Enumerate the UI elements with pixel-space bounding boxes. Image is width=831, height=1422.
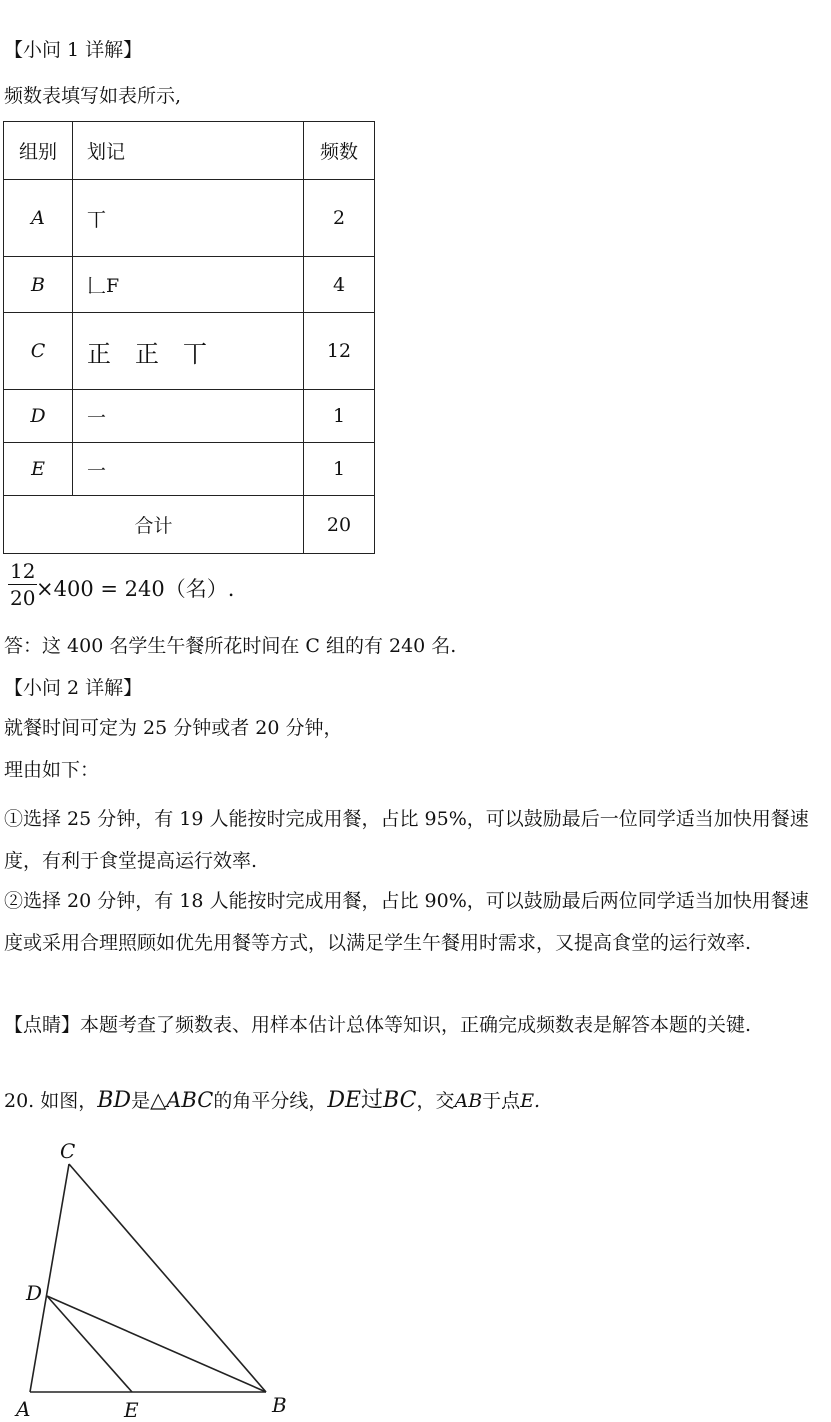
total-count: 20 (304, 496, 375, 554)
calc-expression: ×400 = 240（名）. (36, 577, 235, 601)
label-b: B (272, 1393, 287, 1417)
comment-paragraph (4, 1004, 826, 1046)
group-cell: C (4, 313, 73, 390)
group-cell: B (4, 257, 73, 313)
segment-ab: AB (454, 1090, 483, 1112)
label-c: C (60, 1139, 76, 1163)
q1-intro: 频数表填写如表所示, (4, 85, 182, 107)
table-row (4, 257, 375, 313)
triangle-figure (10, 1130, 310, 1422)
label-e: E (124, 1398, 139, 1422)
fraction-denominator: 20 (10, 586, 36, 610)
point-e: E. (520, 1090, 541, 1112)
q1-header: 【小问 1 详解】 (4, 39, 143, 61)
group-cell: A (4, 180, 73, 257)
fraction-numerator: 12 (10, 559, 36, 583)
count-cell: 2 (304, 180, 375, 257)
q2-header: 【小问 2 详解】 (4, 677, 143, 699)
q2-paragraph-2: ②选择 20 分钟，有 18 人能按时完成用餐，占比 90%，可以鼓励最后两位同学适当加快用餐速度或采用合理照顾如优先用餐等方式，以满足学生午餐用时需求，又提高食堂的运行效率. (4, 890, 809, 954)
fraction (8, 558, 37, 611)
frequency-table (3, 121, 375, 554)
problem-number: 20. 如图， (4, 1090, 98, 1112)
problem-text: 是 (131, 1090, 151, 1112)
header-count: 频数 (304, 122, 375, 180)
problem-20 (4, 1088, 540, 1113)
table-row (4, 443, 375, 496)
count-cell: 1 (304, 390, 375, 443)
group-cell: E (4, 443, 73, 496)
segment-bd-line (47, 1296, 266, 1392)
problem-text: ，交 (416, 1090, 455, 1112)
table-row (4, 390, 375, 443)
label-a: A (16, 1397, 31, 1421)
segment-bd: BD (97, 1088, 132, 1113)
q2-line-1: 就餐时间可定为 25 分钟或者 20 分钟， (4, 717, 343, 739)
triangle-abc: △ABC (150, 1088, 214, 1112)
problem-text: 于点 (482, 1090, 521, 1112)
table-row (4, 180, 375, 257)
problem-text: 过 (361, 1088, 384, 1113)
side-ac (30, 1164, 69, 1392)
tally-cell: 一 (73, 443, 304, 496)
count-cell: 1 (304, 443, 375, 496)
problem-text: 的角平分线， (213, 1090, 328, 1112)
segment-de: DE (327, 1088, 362, 1113)
table-row (4, 313, 375, 390)
count-cell: 12 (304, 313, 375, 390)
group-cell: D (4, 390, 73, 443)
tally-cell: 正 正 丅 (73, 313, 304, 390)
header-tally: 划记 (73, 122, 304, 180)
header-group: 组别 (4, 122, 73, 180)
total-label: 合计 (4, 496, 304, 554)
side-bc (69, 1164, 266, 1392)
segment-de-line (47, 1296, 132, 1392)
table-total-row (4, 496, 375, 554)
answer-1: 答：这 400 名学生午餐所花时间在 C 组的有 240 名. (4, 635, 457, 657)
comment-text: 本题考查了频数表、用样本估计总体等知识，正确完成频数表是解答本题的关键. (80, 1014, 752, 1036)
q2-line-2: 理由如下： (4, 759, 100, 781)
segment-bc: BC (383, 1088, 417, 1113)
tally-cell: 𠃊F (73, 257, 304, 313)
tally-cell: 一 (73, 390, 304, 443)
count-cell: 4 (304, 257, 375, 313)
table-header-row (4, 122, 375, 180)
tally-cell: 丅 (73, 180, 304, 257)
q2-paragraph-1: ①选择 25 分钟，有 19 人能按时完成用餐，占比 95%，可以鼓励最后一位同学适当加快用餐速度，有利于食堂提高运行效率. (4, 808, 809, 872)
label-d: D (26, 1281, 43, 1305)
comment-header: 【点睛】 (4, 1014, 81, 1036)
